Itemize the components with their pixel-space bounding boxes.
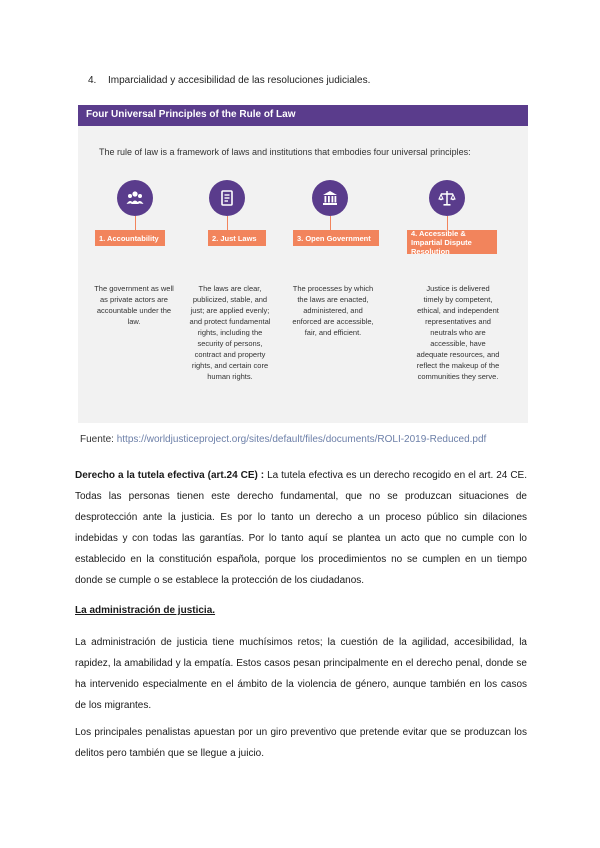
principle-label: 4. Accessible & Impartial Dispute Resolution (407, 230, 497, 254)
figure-header: Four Universal Principles of the Rule of Law (78, 105, 528, 126)
paragraph-penalistas: Los principales penalistas apuestan por un giro preventivo que pretende evitar que se produzcan los delitos pero también que se llegue a juicio. (75, 727, 527, 759)
principle-label: 3. Open Government (293, 230, 379, 246)
principle-description: The government as well as private actors are accountable under the law. (94, 284, 174, 326)
paragraph-administracion: La administración de justicia tiene muchísimos retos; la cuestión de la agilidad, accesibilidad, la rapidez, la amabilidad y la empatía. Estos casos pesan principalmente en el derecho penal, donde se ha intervenido especialmente en el ámbito de la violencia de género, aunque también en los casos de los migrantes. (75, 637, 527, 711)
connector-line (330, 216, 331, 230)
principle-description: The processes by which the laws are enacted, administered, and enforced are accessible, fair, and efficient. (292, 284, 374, 337)
principle-description: Justice is delivered timely by competent, ethical, and independent representatives and neutrals who are accessible, have adequate resources, and reflect the makeup of the communities they serve. (416, 284, 500, 381)
principle-description: The laws are clear, publicized, stable, and just; are applied evenly; and protect fundamental rights, including the security of persons, contract and property rights, and certain core human rights. (189, 284, 271, 381)
principle-label: 1. Accountability (95, 230, 165, 246)
connector-line (135, 216, 136, 230)
paragraph-tutela-efectiva: Derecho a la tutela efectiva (art.24 CE) : La tutela efectiva es un derecho recogido en el art. 24 CE. Todas las personas tienen este derecho fundamental, que no se produzcan situaciones de desprotección ante la justicia. Es por lo tanto un derecho a un proceso público sin dilaciones indebidas y con todas las garantías. Por lo tanto aquí se plantea un acto que no cumple con lo establecido en la constitución española, porque los procedimientos no se cumplen en un tiempo donde se cumple o se establece la protección de los ciudadanos. (75, 470, 527, 586)
section-heading: La administración de justicia. (75, 605, 216, 616)
list-item-4 (88, 75, 370, 86)
list-number: 4. (88, 75, 97, 86)
figure-intro: The rule of law is a framework of laws and institutions that embodies four universal principles: (99, 147, 471, 157)
paragraph-bold-lead: Derecho a la tutela efectiva (art.24 CE) : (75, 470, 265, 481)
document-icon (209, 180, 245, 216)
source-label: Fuente: (80, 434, 114, 445)
connector-line (227, 216, 228, 230)
people-icon (117, 180, 153, 216)
principle-label: 2. Just Laws (208, 230, 266, 246)
scales-icon (429, 180, 465, 216)
figure-source (80, 434, 486, 445)
government-building-icon (312, 180, 348, 216)
rule-of-law-figure (78, 105, 528, 423)
list-item-text: Imparcialidad y accesibilidad de las resoluciones judiciales. (108, 75, 371, 86)
source-url-link[interactable]: https://worldjusticeproject.org/sites/default/files/documents/ROLI-2019-Reduced.pdf (116, 434, 487, 445)
